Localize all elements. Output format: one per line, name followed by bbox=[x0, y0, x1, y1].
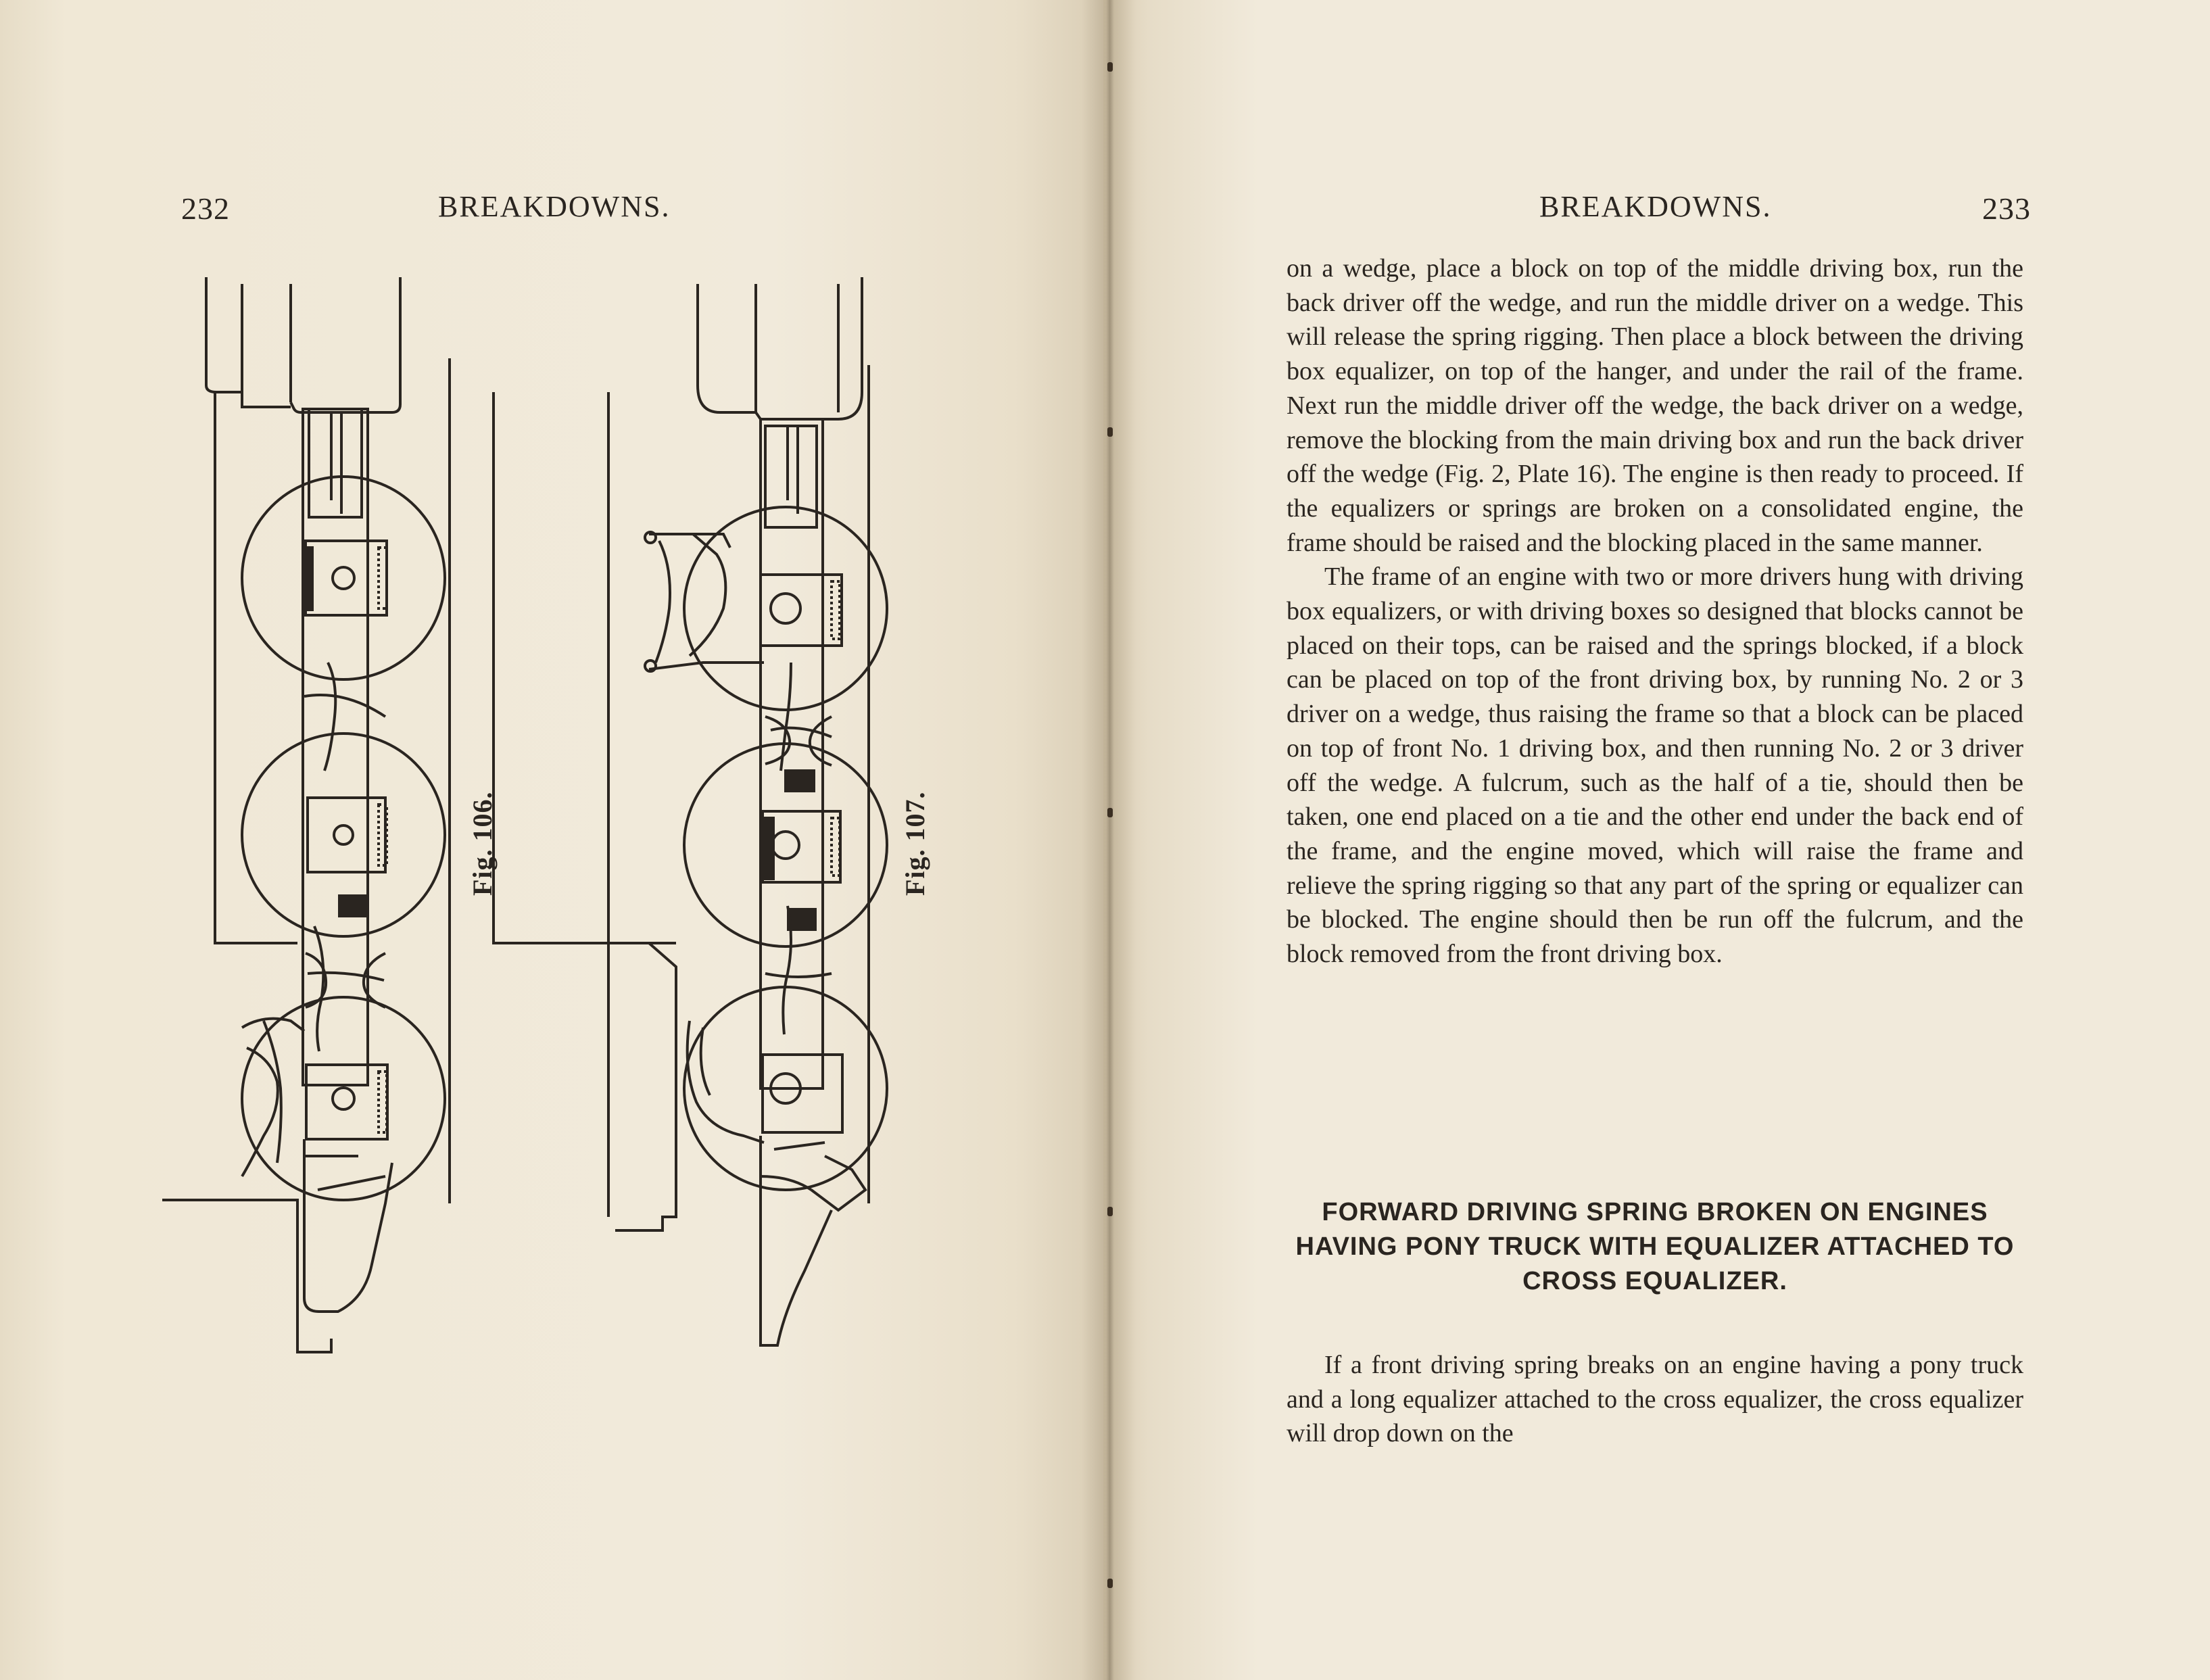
page-number-right: 233 bbox=[1982, 191, 2031, 226]
paragraph-3: If a front driving spring breaks on an engine having a pony truck and a long equalizer attached to the cross equalizer, the cross equalizer will drop down on the bbox=[1287, 1351, 2023, 1448]
body-text-continued bbox=[1287, 1348, 2023, 1451]
paragraph-2: The frame of an engine with two or more drivers hung with driving box equalizers, or with driving boxes so designed that blocks cannot be placed on their tops, can be raised and the springs blocked, if a block can be placed on top of the front driving box, by running No. 2 or 3 driver on a wedge, thus raising the frame so that a block can be placed on top of front No. 1 driving box, and then running No. 2 or 3 driver off the wedge. A fulcrum, such as the half of a tie, should then be taken, one end placed on a tie and the other end under the back end of the frame, and the engine moved, which will raise the frame and relieve the spring rigging so that any part of the spring or equalizer can be blocked. The engine should then be run off the fulcrum, and the block removed from the front driving box. bbox=[1287, 562, 2023, 969]
paragraph-1: on a wedge, place a block on top of the middle driving box, run the back driver off the wedge, and run the middle driver on a wedge. This will release the spring rigging. Then place a block between the driving box equalizer, on top of the hanger, and under the rail of the frame. Next run the middle driver off the wedge, the back driver on a wedge, remove the blocking from the main driving box and run the back driver off the wedge (Fig. 2, Plate 16). The engine is then ready to proceed. If the equalizers or springs are broken on a consolidated engine, the frame should be raised and the blocking placed in the same manner. bbox=[1287, 254, 2023, 557]
binding-stitch bbox=[1107, 1579, 1113, 1588]
fig-106-label: Fig. 106. bbox=[467, 791, 498, 896]
fig-107-drawing bbox=[494, 277, 887, 1345]
book-gutter bbox=[1082, 0, 1136, 1680]
binding-stitch bbox=[1107, 427, 1113, 437]
binding-stitch bbox=[1107, 62, 1113, 72]
section-heading: FORWARD DRIVING SPRING BROKEN ON ENGINES HAVING PONY TRUCK WITH EQUALIZER ATTACHED TO CROSS EQUALIZER. bbox=[1295, 1198, 2015, 1295]
binding-stitch bbox=[1107, 808, 1113, 817]
fig-107-label: Fig. 107. bbox=[900, 791, 930, 896]
body-text bbox=[1287, 251, 2023, 971]
binding-stitch bbox=[1107, 1207, 1113, 1216]
running-head-right: BREAKDOWNS. bbox=[1539, 190, 1772, 223]
page-number-left: 232 bbox=[181, 191, 230, 226]
running-head-left: BREAKDOWNS. bbox=[438, 190, 671, 223]
fig-106-drawing bbox=[162, 277, 450, 1352]
figure-drawings bbox=[162, 257, 974, 1406]
left-page bbox=[0, 0, 1103, 1680]
